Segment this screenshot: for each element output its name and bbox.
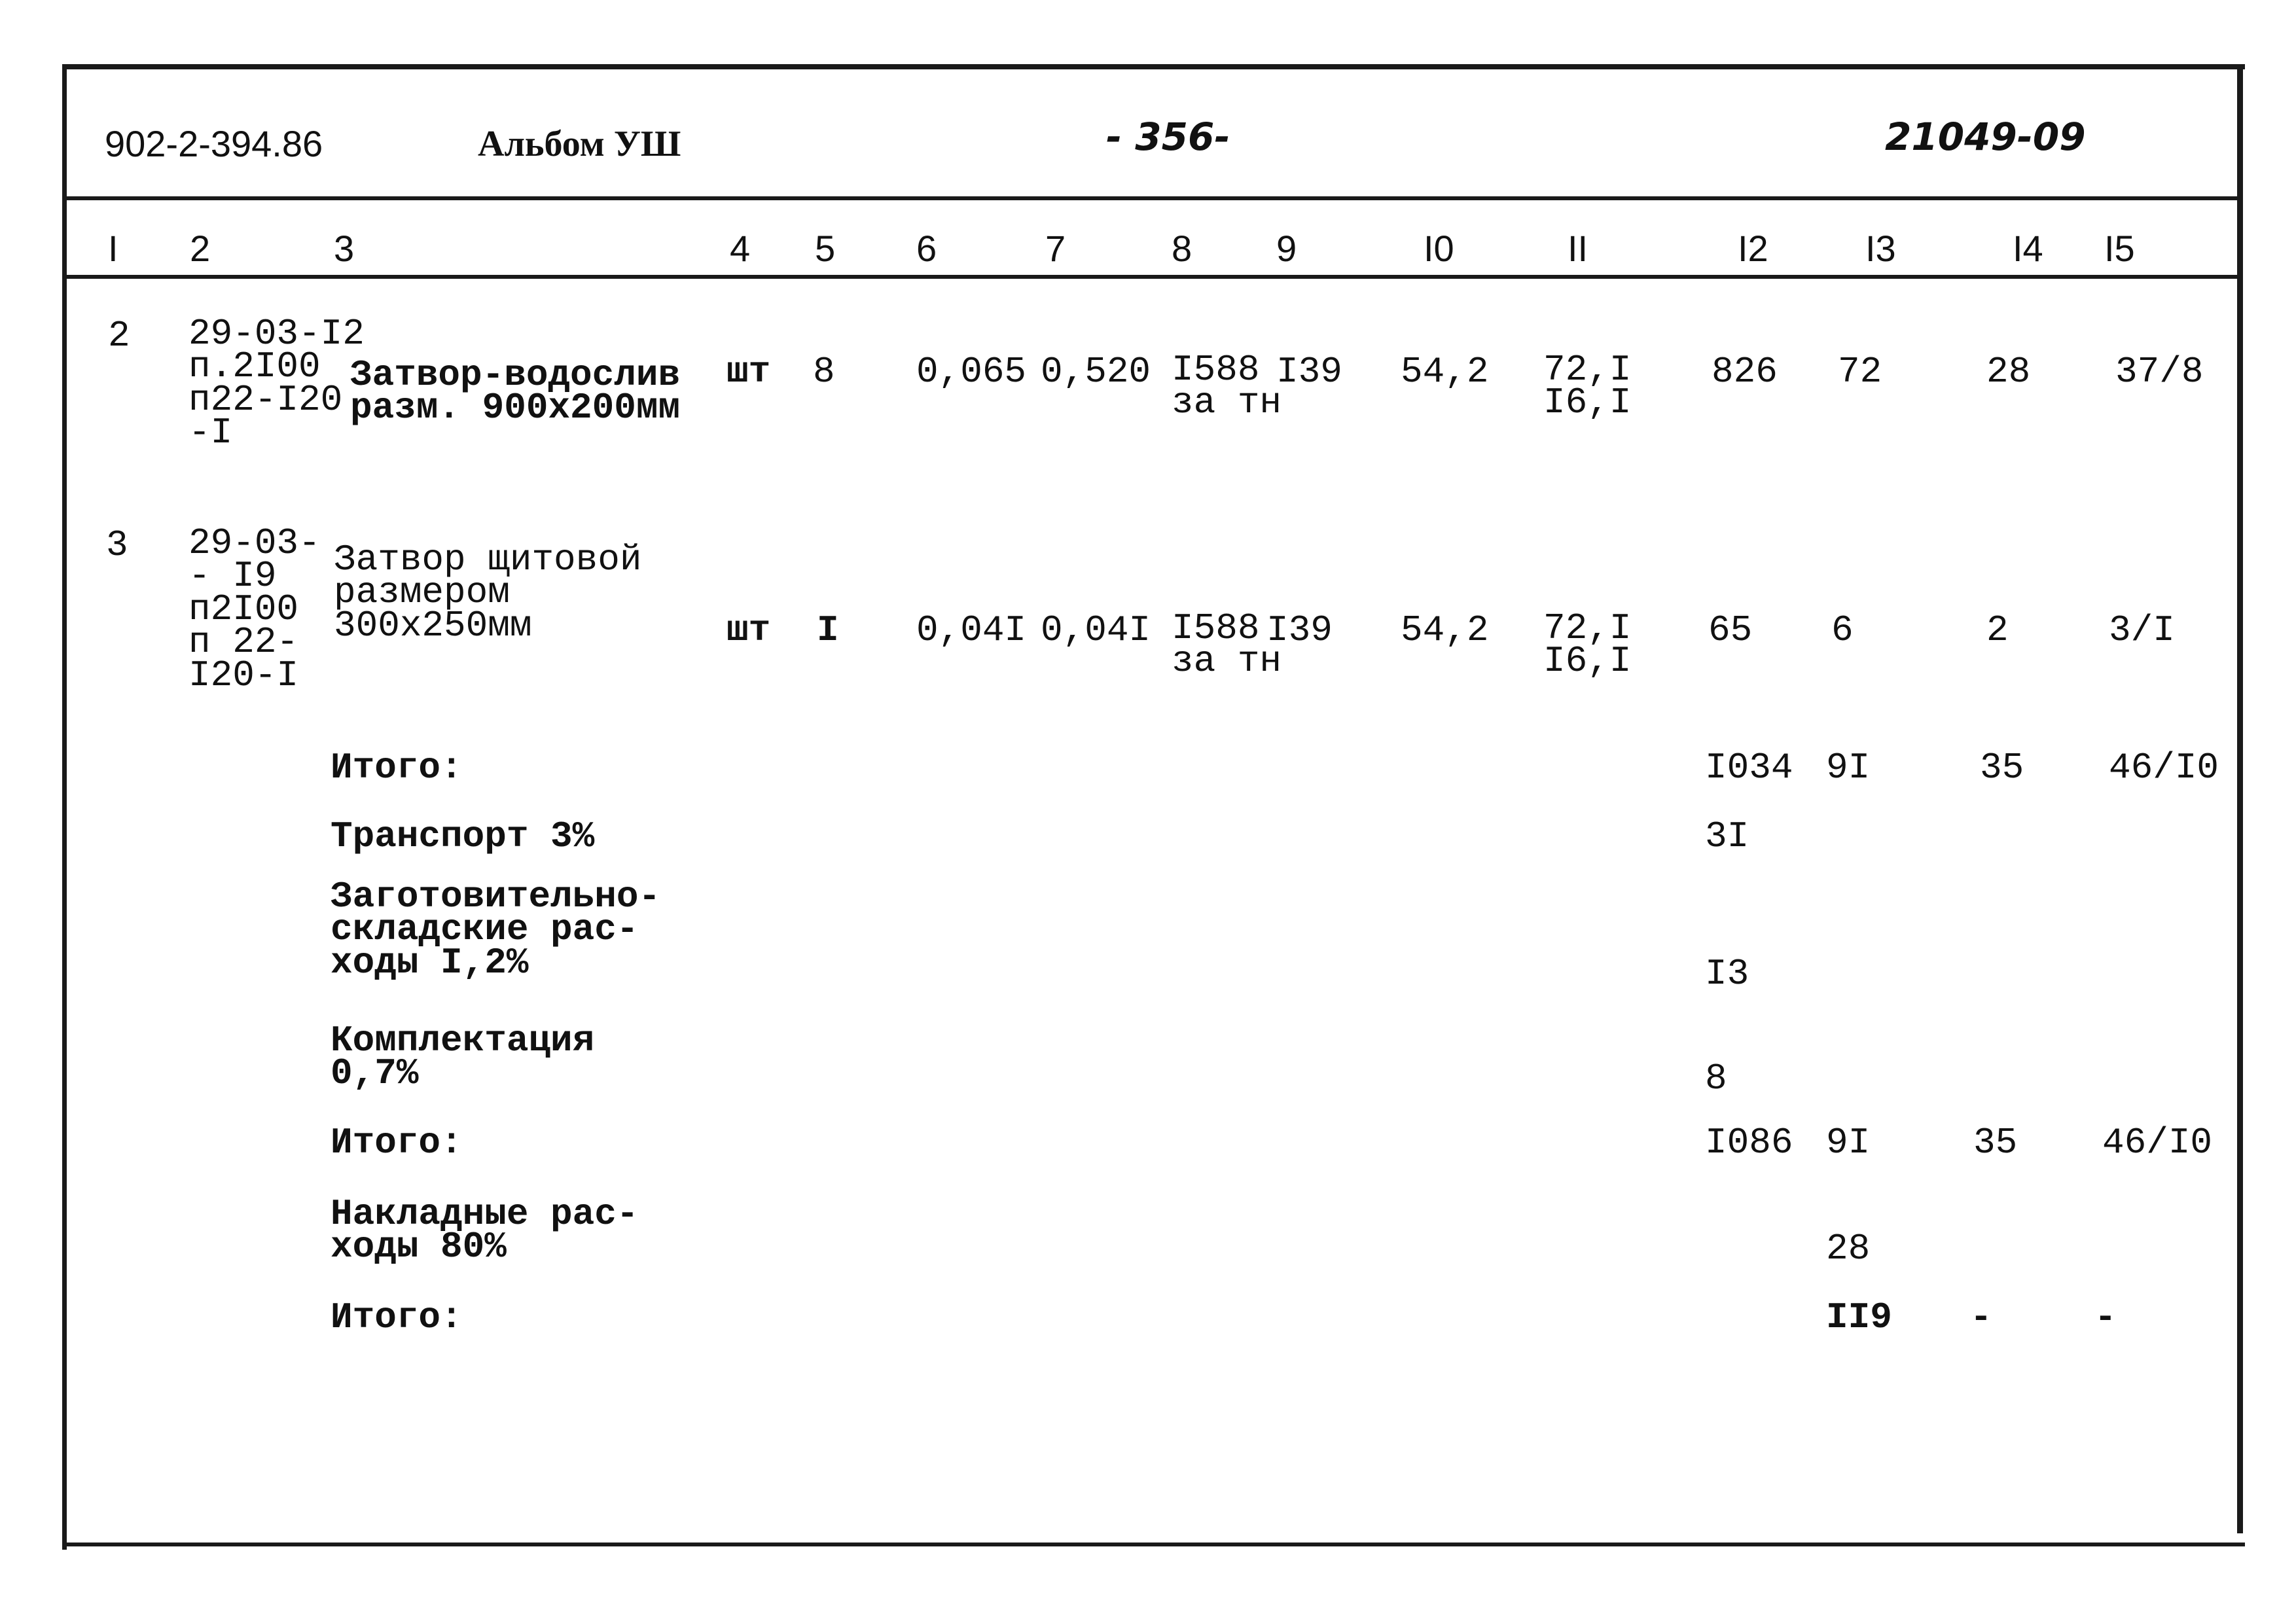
col-num-13: I3 <box>1865 228 1896 269</box>
col-num-10: I0 <box>1424 228 1454 269</box>
col-num-4: 4 <box>730 228 751 269</box>
col-num-5: 5 <box>815 228 836 269</box>
row-weight-total: 0,04I <box>1041 609 1151 651</box>
summary-label: Итого: <box>331 1122 463 1164</box>
row-unit: шт <box>726 609 771 651</box>
summary-label: Заготовительно- складские рас- ходы I,2% <box>331 876 661 984</box>
row-name: Затвор щитовой размером 300х250мм <box>334 539 642 647</box>
row-col15: 37/8 <box>2115 351 2204 393</box>
col-num-1: I <box>108 228 118 269</box>
sheet-code: 21049-09 <box>1885 115 2086 159</box>
row-col14: 2 <box>1986 609 2009 651</box>
row-col12: 826 <box>1712 351 1778 393</box>
row-weight-unit: 0,065 <box>916 351 1027 393</box>
row-price: I588 за тн <box>1172 607 1282 683</box>
summary-col12: I3 <box>1705 953 1749 995</box>
summary-col12: I034 <box>1705 747 1793 789</box>
col-num-12: I2 <box>1738 228 1768 269</box>
doc-code: 902-2-394.86 <box>105 123 323 164</box>
row-code: 29-03- - I9 п2I00 п 22- I20-I <box>188 522 321 696</box>
summary-col15: 46/I0 <box>2102 1122 2213 1164</box>
row-col10: 54,2 <box>1401 351 1489 393</box>
row-col11: 72,I I6,I <box>1543 349 1632 424</box>
summary-col14: 35 <box>1973 1122 2018 1164</box>
frame-bottom-border <box>62 1543 2245 1546</box>
summary-col13: 9I <box>1826 1122 1871 1164</box>
row-col12: 65 <box>1708 609 1753 651</box>
col-num-9: 9 <box>1276 228 1297 269</box>
row-col15: 3/I <box>2109 609 2175 651</box>
summary-label: Итого: <box>331 747 463 789</box>
col-num-8: 8 <box>1172 228 1193 269</box>
col-num-3: 3 <box>334 228 355 269</box>
page-number: - 356- <box>1106 115 1230 159</box>
row-number: 2 <box>108 315 130 357</box>
header-rule <box>67 196 2237 200</box>
album-label: Альбом УШ <box>478 124 681 164</box>
column-numbers-rule <box>67 275 2237 279</box>
col-num-2: 2 <box>190 228 211 269</box>
row-col9: I39 <box>1266 609 1333 651</box>
row-col11: 72,I I6,I <box>1543 607 1632 683</box>
summary-label: Итого: <box>331 1296 463 1338</box>
row-col14: 28 <box>1986 351 2031 393</box>
summary-col13: 9I <box>1826 747 1871 789</box>
row-qty: I <box>817 609 839 651</box>
row-unit: шт <box>726 351 771 393</box>
summary-col12: 3I <box>1705 815 1749 857</box>
summary-col14: - <box>1970 1296 1992 1338</box>
row-qty: 8 <box>813 351 835 393</box>
summary-label: Накладные рас- ходы 80% <box>331 1193 639 1268</box>
summary-label: Комплектация 0,7% <box>331 1020 595 1095</box>
summary-col12: 8 <box>1705 1058 1727 1099</box>
summary-col15: - <box>2094 1296 2117 1338</box>
row-code: 29-03-I2 п.2I00 п22-I20 -I <box>188 313 365 454</box>
col-num-11: II <box>1568 228 1588 269</box>
row-col9: I39 <box>1276 351 1342 393</box>
frame-right-border <box>2237 64 2243 1533</box>
summary-col15: 46/I0 <box>2109 747 2219 789</box>
row-col13: 72 <box>1838 351 1882 393</box>
frame-top-border <box>62 64 2245 69</box>
col-num-14: I4 <box>2013 228 2043 269</box>
row-col10: 54,2 <box>1401 609 1489 651</box>
row-name: Затвор-водослив разм. 900х200мм <box>350 354 681 429</box>
summary-col13: 28 <box>1826 1228 1871 1270</box>
col-num-7: 7 <box>1045 228 1066 269</box>
row-price: I588 за тн <box>1172 349 1282 424</box>
row-col13: 6 <box>1831 609 1854 651</box>
frame-left-border <box>62 64 67 1550</box>
row-number: 3 <box>106 524 128 566</box>
summary-label: Транспорт 3% <box>331 815 595 857</box>
summary-col12: I086 <box>1705 1122 1793 1164</box>
col-num-15: I5 <box>2104 228 2135 269</box>
row-weight-total: 0,520 <box>1041 351 1151 393</box>
col-num-6: 6 <box>916 228 937 269</box>
summary-col13: II9 <box>1826 1296 1892 1338</box>
row-weight-unit: 0,04I <box>916 609 1027 651</box>
summary-col14: 35 <box>1980 747 2024 789</box>
